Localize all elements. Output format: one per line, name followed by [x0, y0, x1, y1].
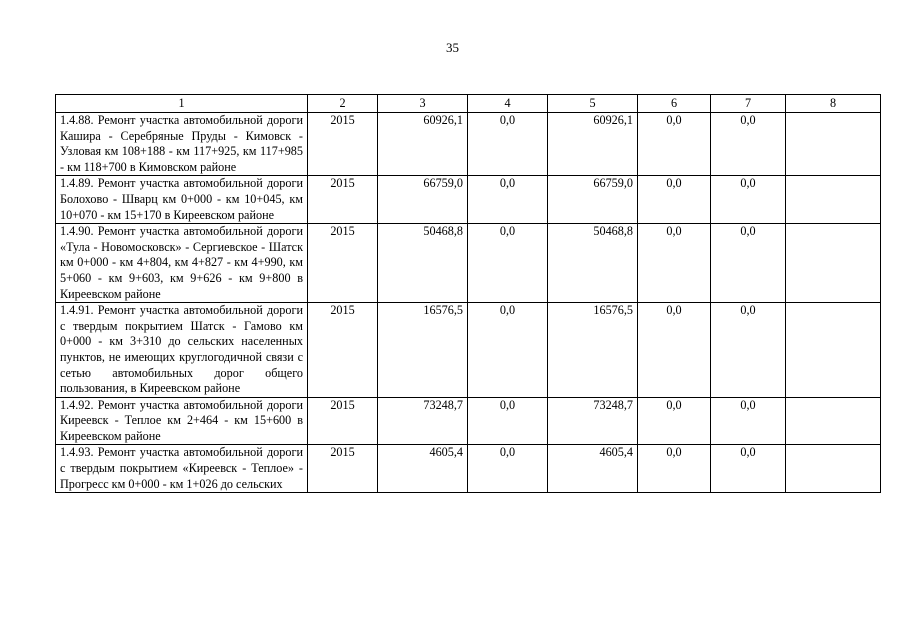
row-year: 2015 — [308, 176, 378, 224]
row-value-col7: 0,0 — [711, 303, 786, 398]
row-value-col4: 0,0 — [468, 224, 548, 303]
row-description: 1.4.93. Ремонт участка автомобильной дороги с твердым покрытием «Киреевск - Теплое» - Прогресс км 0+000 - км 1+026 до сельских — [56, 445, 308, 493]
row-value-col4: 0,0 — [468, 176, 548, 224]
row-value-col8 — [786, 224, 881, 303]
row-value-col3: 73248,7 — [378, 397, 468, 445]
column-header-4: 4 — [468, 95, 548, 113]
row-year: 2015 — [308, 224, 378, 303]
row-value-col7: 0,0 — [711, 397, 786, 445]
row-value-col7: 0,0 — [711, 113, 786, 176]
table-row — [56, 176, 881, 224]
row-value-col6: 0,0 — [638, 176, 711, 224]
row-value-col5: 66759,0 — [548, 176, 638, 224]
row-year: 2015 — [308, 303, 378, 398]
table-row — [56, 224, 881, 303]
row-value-col6: 0,0 — [638, 397, 711, 445]
header-row — [56, 95, 881, 113]
page-number: 35 — [446, 40, 459, 55]
row-year: 2015 — [308, 113, 378, 176]
row-value-col6: 0,0 — [638, 113, 711, 176]
row-value-col6: 0,0 — [638, 445, 711, 493]
row-value-col7: 0,0 — [711, 224, 786, 303]
row-value-col4: 0,0 — [468, 445, 548, 493]
row-value-col5: 73248,7 — [548, 397, 638, 445]
row-description: 1.4.88. Ремонт участка автомобильной дороги Кашира - Серебряные Пруды - Кимовск - Узловая км 108+188 - км 117+925, км 117+985 - км 118+700 в Кимовском районе — [56, 113, 308, 176]
row-value-col5: 4605,4 — [548, 445, 638, 493]
row-description: 1.4.91. Ремонт участка автомобильной дороги с твердым покрытием Шатск - Гамово км 0+000 - км 3+310 до сельских населенных пунктов, не имеющих круглогодичной связи с сетью автомобильных дорог общего пользования, в Киреевском районе — [56, 303, 308, 398]
row-value-col5: 16576,5 — [548, 303, 638, 398]
row-value-col3: 66759,0 — [378, 176, 468, 224]
row-value-col3: 60926,1 — [378, 113, 468, 176]
column-header-5: 5 — [548, 95, 638, 113]
table-row — [56, 303, 881, 398]
row-value-col8 — [786, 176, 881, 224]
row-value-col3: 4605,4 — [378, 445, 468, 493]
row-value-col3: 50468,8 — [378, 224, 468, 303]
row-value-col8 — [786, 113, 881, 176]
column-header-7: 7 — [711, 95, 786, 113]
column-header-2: 2 — [308, 95, 378, 113]
row-value-col4: 0,0 — [468, 113, 548, 176]
program-table — [55, 94, 881, 493]
row-value-col4: 0,0 — [468, 397, 548, 445]
row-value-col8 — [786, 303, 881, 398]
row-value-col8 — [786, 397, 881, 445]
column-header-6: 6 — [638, 95, 711, 113]
table-row — [56, 397, 881, 445]
column-header-3: 3 — [378, 95, 468, 113]
row-description: 1.4.90. Ремонт участка автомобильной дороги «Тула - Новомосковск» - Сергиевское - Шатск км 0+000 - км 4+804, км 4+827 - км 4+990, км 5+060 - км 9+603, км 9+626 - км 9+800 в Киреевском районе — [56, 224, 308, 303]
row-value-col6: 0,0 — [638, 224, 711, 303]
row-value-col3: 16576,5 — [378, 303, 468, 398]
row-value-col7: 0,0 — [711, 176, 786, 224]
column-header-1: 1 — [56, 95, 308, 113]
row-value-col6: 0,0 — [638, 303, 711, 398]
row-value-col5: 60926,1 — [548, 113, 638, 176]
row-year: 2015 — [308, 397, 378, 445]
row-value-col5: 50468,8 — [548, 224, 638, 303]
row-value-col7: 0,0 — [711, 445, 786, 493]
row-value-col4: 0,0 — [468, 303, 548, 398]
column-header-8: 8 — [786, 95, 881, 113]
row-description: 1.4.89. Ремонт участка автомобильной дороги Болохово - Шварц км 0+000 - км 10+045, км 10+070 - км 15+170 в Киреевском районе — [56, 176, 308, 224]
row-year: 2015 — [308, 445, 378, 493]
row-description: 1.4.92. Ремонт участка автомобильной дороги Киреевск - Теплое км 2+464 - км 15+600 в Киреевском районе — [56, 397, 308, 445]
row-value-col8 — [786, 445, 881, 493]
table-row — [56, 445, 881, 493]
table-row — [56, 113, 881, 176]
